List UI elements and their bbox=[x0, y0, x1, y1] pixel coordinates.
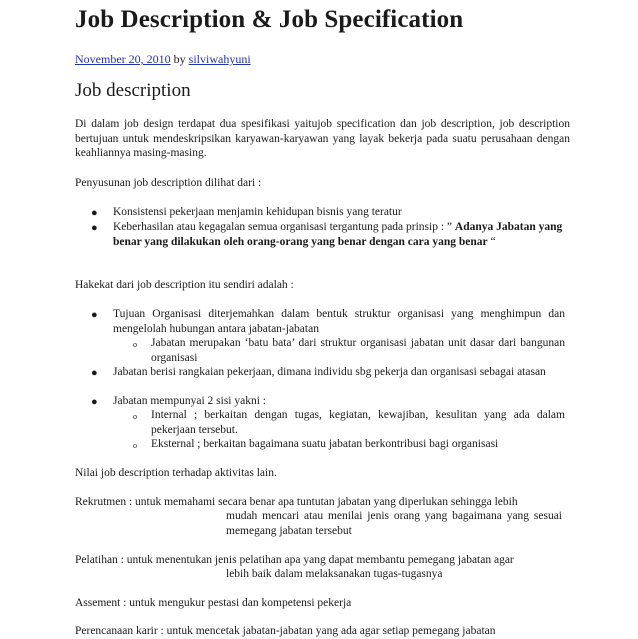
page-title: Job Description & Job Specification bbox=[75, 6, 464, 33]
list-item: Konsistensi pekerjaan menjamin kehidupan bisnis yang teratur bbox=[113, 206, 402, 218]
sub-list-item: Internal ; berkaitan dengan tugas, kegiatan, kewajiban, kesulitan yang ada dalam pekerjaan tersebut. bbox=[151, 409, 565, 436]
section1-lead: Penyusunan job description dilihat dari : bbox=[75, 177, 262, 189]
list-item-bold: Adanya Jabatan yang benar yang dilakukan oleh orang-orang yang benar dengan cara yang benar bbox=[113, 221, 563, 248]
section-heading: Job description bbox=[75, 80, 191, 101]
sub-list-item: Eksternal ; berkaitan bagaimana suatu jabatan berkontribusi bagi organisasi bbox=[151, 438, 499, 450]
list-item: Tujuan Organisasi diterjemahkan dalam bentuk struktur organisasi yang menghimpun dan mengelolah hubungan antara jabatan-jabatan bbox=[113, 308, 565, 335]
author-link[interactable]: silviwahyuni bbox=[188, 52, 251, 66]
bullet-icon: ● bbox=[91, 309, 98, 321]
value-row-cont: mudah mencari atau menilai jenis orang yang bagaimana yang sesuai memegang jabatan tersebut bbox=[226, 510, 562, 537]
list-item-text: Keberhasilan atau kegagalan semua organisasi tergantung pada prinsip : ” bbox=[113, 221, 455, 233]
list-item bbox=[113, 220, 565, 249]
value-row: Rekrutmen : untuk memahami secara benar apa tuntutan jabatan yang diperlukan sehingga lebih bbox=[75, 496, 518, 508]
list-item-end: “ bbox=[487, 235, 496, 248]
post-meta bbox=[75, 52, 251, 67]
bullet-icon: ● bbox=[91, 367, 98, 379]
bullet-icon: ● bbox=[91, 396, 98, 408]
list-item: Jabatan berisi rangkaian pekerjaan, dimana individu sbg pekerja dan organisasi sebagai atasan bbox=[113, 366, 546, 378]
date-link[interactable]: November 20, 2010 bbox=[75, 52, 171, 66]
section3-lead: Nilai job description terhadap aktivitas lain. bbox=[75, 467, 277, 479]
circle-o-icon: o bbox=[133, 441, 137, 450]
value-row-cont: lebih baik dalam melaksanakan tugas-tugasnya bbox=[226, 568, 443, 580]
sub-list-item: Jabatan merupakan ‘batu bata’ dari struktur organisasi jabatan unit dasar dari bangunan organisasi bbox=[151, 337, 565, 364]
by-label: by bbox=[173, 52, 186, 66]
bullet-icon: ● bbox=[91, 222, 98, 234]
circle-o-icon: o bbox=[133, 412, 137, 421]
section2-lead: Hakekat dari job description itu sendiri adalah : bbox=[75, 279, 294, 291]
value-row: Perencanaan karir : untuk mencetak jabatan-jabatan yang ada agar setiap pemegang jabatan bbox=[75, 625, 496, 637]
circle-o-icon: o bbox=[133, 340, 137, 349]
bullet-icon: ● bbox=[91, 207, 98, 219]
value-row: Assement : untuk mengukur pestasi dan kompetensi pekerja bbox=[75, 597, 352, 609]
list-item: Jabatan mempunyai 2 sisi yakni : bbox=[113, 395, 266, 407]
value-row: Pelatihan : untuk menentukan jenis pelatihan apa yang dapat membantu pemegang jabatan agar bbox=[75, 554, 514, 566]
intro-paragraph: Di dalam job design terdapat dua spesifikasi yaitujob specification dan job description, job description bertujuan untuk mendeskripsikan karyawan-karyawan yang layak bekerja pada suatu perusahaan dengan keahliannya masing-masing. bbox=[75, 118, 570, 159]
